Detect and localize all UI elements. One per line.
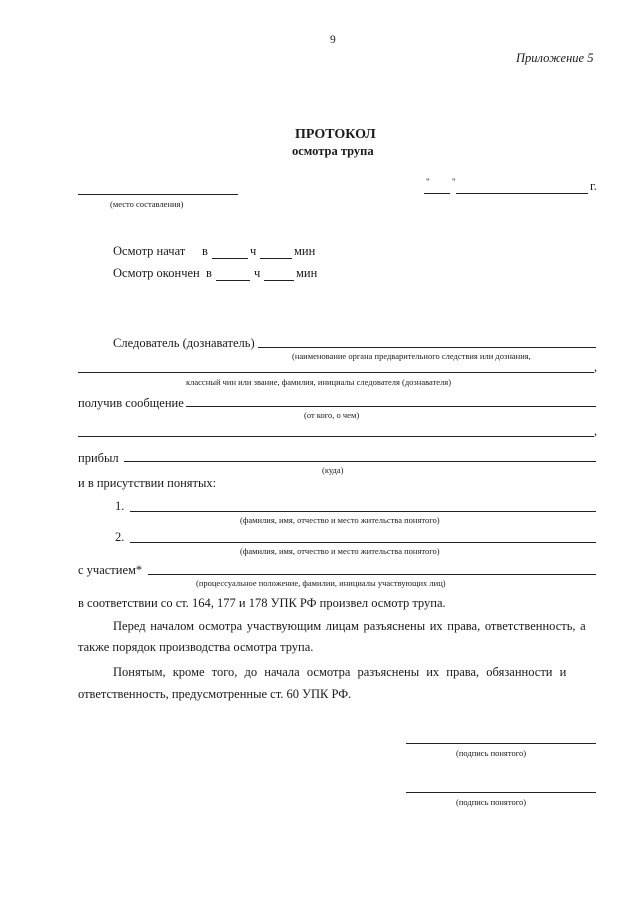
arrived-caption: (куда) [322,465,344,475]
place-line[interactable] [78,194,238,195]
message-label: получив сообщение [78,396,184,410]
document-title: ПРОТОКОЛ [295,127,376,142]
signature-2-line[interactable] [406,792,596,793]
appendix-label: Приложение 5 [516,51,594,65]
arrived-label: прибыл [78,451,119,465]
witness-1-number: 1. [115,499,125,513]
investigator-line-2[interactable] [78,372,594,373]
start-minutes-line[interactable] [260,258,292,259]
place-caption: (место составления) [110,199,184,209]
witness-1-caption: (фамилия, имя, отчество и место жительства понятого) [240,515,440,525]
date-quote-close: " [452,177,456,187]
investigator-line-1[interactable] [258,347,596,348]
investigator-caption-2: классный чин или звание, фамилия, инициалы следователя (дознавателя) [186,377,452,387]
end-hours-unit: ч [254,266,261,280]
year-suffix: г. [590,179,597,193]
investigator-comma: , [594,360,598,374]
document-subtitle: осмотра трупа [292,144,374,158]
participant-label: с участием* [78,563,143,577]
start-hours-line[interactable] [212,258,248,259]
start-minutes-unit: мин [294,244,316,258]
paragraph-2-line-1: Перед началом осмотра участвующим лицам разъяснены их права, ответственность, а [113,619,586,633]
signature-1-caption: (подпись понятого) [456,748,527,758]
arrived-line[interactable] [124,461,596,462]
date-quote-open: " [426,177,430,187]
witness-1-line[interactable] [130,511,596,512]
start-label: Осмотр начат [113,244,186,258]
participant-line[interactable] [148,574,596,575]
date-day-line[interactable] [424,193,450,194]
message-caption: (от кого, о чем) [304,410,360,420]
signature-1-line[interactable] [406,743,596,744]
end-minutes-line[interactable] [264,280,294,281]
message-comma: , [594,424,598,438]
message-line-1[interactable] [186,406,596,407]
start-in: в [202,244,208,258]
paragraph-3-line-1: Понятым, кроме того, до начала осмотра разъяснены их права, обязанности и [113,665,567,679]
end-label: Осмотр окончен [113,266,200,280]
end-in: в [206,266,212,280]
message-line-2[interactable] [78,436,594,437]
investigator-label: Следователь (дознаватель) [113,336,255,350]
signature-2-caption: (подпись понятого) [456,797,527,807]
participant-caption: (процессуальное положение, фамилии, инициалы участвующих лиц) [196,578,446,588]
start-hours-unit: ч [250,244,257,258]
end-minutes-unit: мин [296,266,318,280]
paragraph-1: в соответствии со ст. 164, 177 и 178 УПК РФ произвел осмотр трупа. [78,596,446,610]
investigator-caption-1: (наименование органа предварительного следствия или дознания, [292,351,531,361]
date-month-year-line[interactable] [456,193,588,194]
witness-2-line[interactable] [130,542,596,543]
paragraph-3-line-2: ответственность, предусмотренные ст. 60 УПК РФ. [78,687,352,701]
witness-2-number: 2. [115,530,125,544]
witness-2-caption: (фамилия, имя, отчество и место жительства понятого) [240,546,440,556]
page-number: 9 [330,34,336,46]
witnesses-intro: и в присутствии понятых: [78,476,217,490]
paragraph-2-line-2: также порядок производства осмотра трупа. [78,640,314,654]
end-hours-line[interactable] [216,280,250,281]
